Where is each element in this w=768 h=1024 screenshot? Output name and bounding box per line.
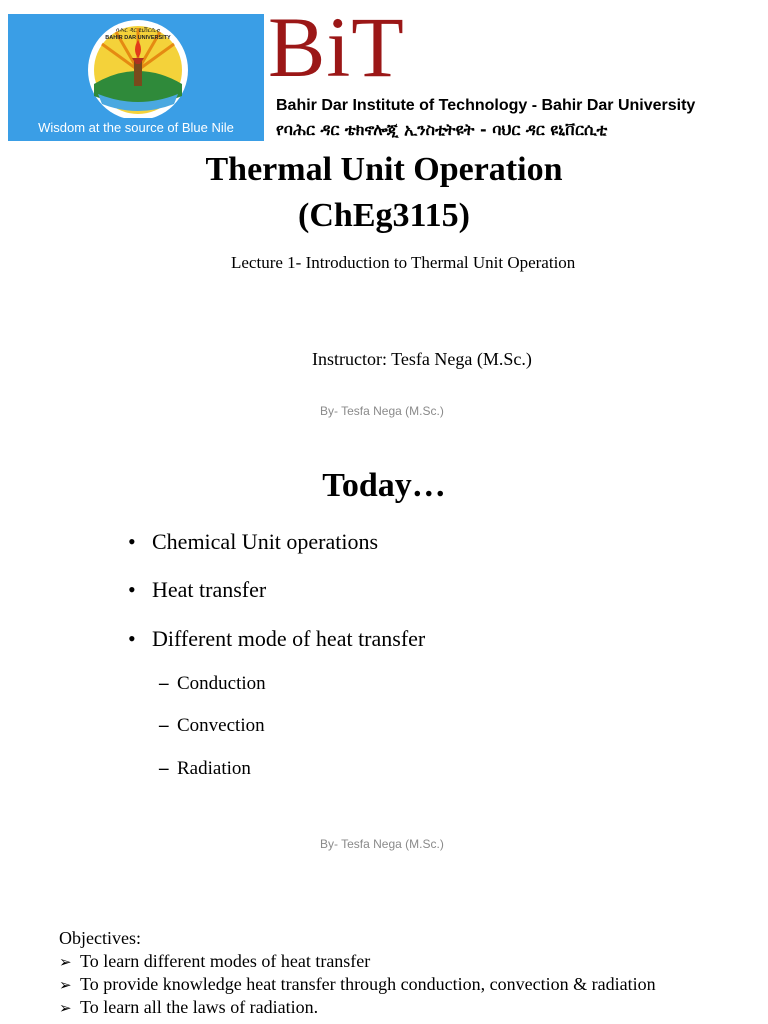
- objective-item: [59, 997, 318, 1018]
- bullet-text: Heat transfer: [152, 577, 267, 602]
- university-logo: [8, 14, 264, 141]
- arrow-bullet-icon: ➢: [59, 1001, 72, 1017]
- sub-item: [159, 673, 266, 695]
- sub-item-text: Convection: [177, 715, 265, 736]
- sub-item: [159, 758, 251, 780]
- bullet-item: [128, 626, 425, 652]
- slide1-footer: By- Tesfa Nega (M.Sc.): [320, 404, 444, 418]
- sub-item-text: Conduction: [177, 673, 266, 694]
- slide2-footer: By- Tesfa Nega (M.Sc.): [320, 837, 444, 851]
- sub-item-text: Radiation: [177, 758, 251, 779]
- sub-item: [159, 715, 265, 737]
- bullet-item: [128, 529, 378, 555]
- course-title: Thermal Unit Operation: [205, 151, 563, 188]
- objective-item: [59, 951, 370, 972]
- dash-icon: –: [159, 673, 169, 694]
- slide2-title: Today…: [322, 467, 446, 504]
- bullet-item: [128, 577, 266, 603]
- bullet-icon: •: [128, 577, 136, 602]
- arrow-bullet-icon: ➢: [59, 978, 72, 994]
- bullet-text: Chemical Unit operations: [152, 529, 379, 554]
- instructor-name: Instructor: Tesfa Nega (M.Sc.): [312, 349, 532, 369]
- course-code: (ChEg3115): [298, 197, 470, 234]
- svg-text:BAHIR DAR UNIVERSITY: BAHIR DAR UNIVERSITY: [105, 35, 171, 41]
- university-seal-icon: [82, 18, 194, 118]
- logo-tagline: Wisdom at the source of Blue Nile: [38, 120, 234, 135]
- institution-name-english: Bahir Dar Institute of Technology - Bahir Dar University: [276, 97, 696, 114]
- bullet-text: Different mode of heat transfer: [152, 626, 426, 651]
- brand-wordmark: BiT: [268, 0, 405, 95]
- bullet-icon: •: [128, 626, 136, 651]
- dash-icon: –: [159, 758, 169, 779]
- objective-text: To learn all the laws of radiation.: [80, 997, 319, 1017]
- institution-name-amharic: የባሕር ዳር ቴክኖሎጂ ኢንስቲትዩት - ባህር ዳር ዩኒቨርሲቲ: [276, 120, 608, 139]
- objective-text: To learn different modes of heat transfer: [80, 951, 371, 971]
- dash-icon: –: [159, 715, 169, 736]
- lecture-title: Lecture 1- Introduction to Thermal Unit Operation: [231, 253, 576, 272]
- objective-item: [59, 974, 656, 995]
- bullet-icon: •: [128, 529, 136, 554]
- objective-text: To provide knowledge heat transfer through conduction, convection & radiation: [80, 974, 656, 994]
- seal-text: ባሕር ዳር ዩኒቨርሲቲ: [116, 27, 160, 34]
- objectives-title: Objectives:: [59, 928, 141, 948]
- arrow-bullet-icon: ➢: [59, 955, 72, 971]
